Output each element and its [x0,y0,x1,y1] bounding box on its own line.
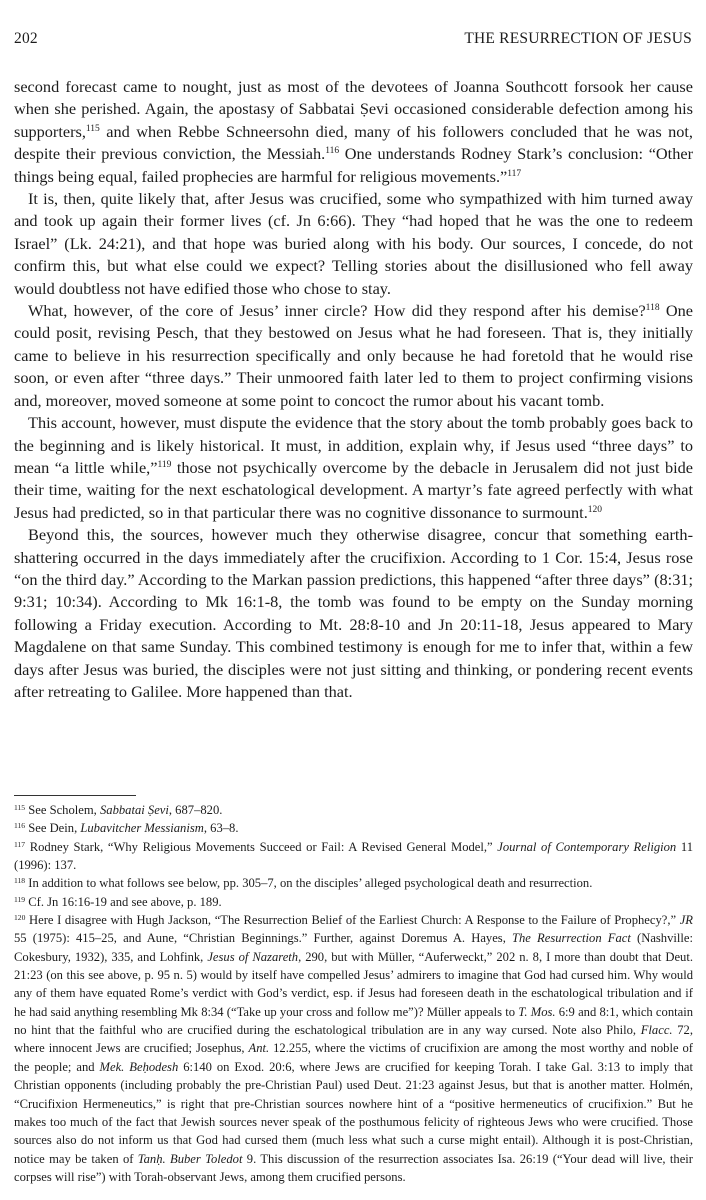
paragraph-2: It is, then, quite likely that, after Jesus was crucified, some who sympathized with him turned away and took up again their former lives (cf. Jn 6:66). They “had hoped that he was the one to redeem Israel” (Lk. 24:21), and that hope was buried along with his body. Our sources, I concede, do not confirm this, but what else could we expect? Telling stories about the disillusioned who fell away would doubtless not have edified those who chose to stay. [14,189,693,298]
footnote-117 [14,838,693,875]
footnote-115 [14,801,693,819]
footnote-118 [14,874,693,892]
text-run: 11 (1996): 137. [14,839,693,873]
footnotes [14,801,693,1186]
paragraph-3 [14,300,693,412]
italic-title: Flacc. [640,1023,673,1038]
italic-title: Lubavitcher Messianism [80,821,204,836]
italic-title: Ant. [248,1041,270,1056]
footnote-ref-120[interactable]: 120 [587,504,603,515]
running-head: THE RESURRECTION OF JESUS [464,30,692,47]
footnote-number: 116 [14,821,26,831]
text-run: One could posit, revising Pesch, that they bestowed on Jesus what he had foreseen. That is, they initially came to believe in his resurrection specifically and only because he had foretold that he would rise soon, or even after “three days.” Their unmoored faith later led to them to project confirming visions and, moreover, moved someone at some point to concoct the rumor about his vacant tomb. [14,301,693,410]
text-run: In addition to what follows see below, pp. 305–7, on the disciples’ alleged psychological death and resurrection. [25,876,593,891]
footnote-ref-119[interactable]: 119 [157,459,172,470]
text-run: those not psychically overcome by the debacle in Jerusalem did not just bide their time, waiting for the next eschatological development. A martyr’s fate agreed perfectly with what Jesus had predicted, so in that particular there was no cognitive dissonance to surmount. [14,457,694,522]
italic-title: T. Mos. [518,1004,556,1019]
footnote-divider [14,795,136,796]
footnote-ref-116[interactable]: 116 [325,146,340,157]
text-run: 6:140 on Exod. 20:6, where Jews are crucified for keeping Torah. I take Gal. 3:13 to imply that Christian opponents (including probably the pre-Christian Paul) used Deut. 21:23 against Jesus, but that is another matter. Holmén, “Crucifixion Hermeneutics,” is right that pre-Christian sources nowhere hint of a “positive hermeneutics of crucifixion.” But he makes too much of the fact that Jewish sources never speak of the posthumous felicity of righteous Jews who were crucified. Those sources also do not inform us that God had cursed them (much less what such a curse might entail). Although it is post-Christian, notice may be taken of [14,1059,694,1166]
italic-title: JR [679,913,693,928]
italic-title: Journal of Contemporary Religion [497,839,677,854]
footnote-number: 120 [14,913,26,923]
footnote-ref-115[interactable]: 115 [85,123,100,134]
footnote-number: 115 [14,803,26,812]
footnote-116 [14,819,693,837]
footnote-number: 117 [14,839,26,849]
text-run: This account, however, must dispute the evidence that the story about the tomb probably goes back to the beginning and is likely historical. It must, in addition, explain why, if Jesus used “three days” to mean “a little while,” [14,413,693,477]
footnote-120 [14,911,693,1186]
italic-title: Tanḥ. Buber Toledot [137,1151,243,1166]
paragraph-1 [14,76,693,188]
italic-title: The Resurrection Fact [512,931,631,946]
text-run: (Nashville: Cokesbury, 1932), 335, and Lohfink, [14,931,693,964]
text-run: Here I disagree with Hugh Jackson, “The Resurrection Belief of the Earliest Church: A Response to the Failure of Prophecy?,” [25,913,680,928]
page-number: 202 [14,30,38,47]
text-run: What, however, of the core of Jesus’ inner circle? How did they respond after his demise? [28,301,646,321]
italic-title: Sabbatai Ṣevi [99,803,169,817]
text-run: Cf. Jn 16:16-19 and see above, p. 189. [25,894,222,909]
footnote-ref-118[interactable]: 118 [645,303,660,314]
page-header [14,30,692,50]
text-run: One understands Rodney Stark’s conclusion: “Other things being equal, failed prophecies are harmful for religious movements.” [14,144,693,186]
text-run: and when Rebbe Schneersohn died, many of his followers concluded that he was not, despite their previous conviction, the Messiah. [14,121,693,164]
footnote-number: 118 [14,876,26,886]
text-run: 9. This discussion of the resurrection associates Isa. 26:19 (“Your dead will live, their corpses will rise”) with Torah-observant Jews, among them crucified persons. [14,1151,693,1184]
text-run: See Scholem, [25,803,100,817]
footnote-ref-117[interactable]: 117 [507,168,522,179]
text-run: 12.255, where the victims of crucifixion are among the most worthy and noble of the people; and [14,1041,693,1074]
italic-title: Jesus of Nazareth [207,949,299,964]
text-run: second forecast came to nought, just as most of the devotees of Joanna Southcott forsook her cause when she perished. Again, the apostasy of Sabbatai Ṣevi occasioned considerable defection among his supporters, [14,77,693,141]
footnote-119 [14,893,693,911]
text-run: 55 (1975): 415–25, and Aune, “Christian Beginnings.” Further, against Doremus A. Hayes, [14,931,512,946]
main-text [14,76,693,703]
italic-title: Mek. Beḥodesh [99,1059,179,1074]
paragraph-5: Beyond this, the sources, however much they otherwise disagree, concur that something earth-shattering occurred in the days immediately after the crucifixion. According to 1 Cor. 15:4, Jesus rose “on the third day.” According to the Markan passion predictions, this happened “after three days” (8:31; 9:31; 10:34). According to Mk 16:1-8, the tomb was found to be empty on the Sunday morning following a Friday execution. According to Mt. 28:8-10 and Jn 20:11-18, Jesus appeared to Mary Magdalene on that same Sunday. This combined testimony is enough for me to infer that, within a few days after Jesus was buried, the disciples were not just sitting and thinking, or pondering recent events after retreating to Galilee. More happened than that. [14,525,693,701]
text-run: Rodney Stark, “Why Religious Movements Succeed or Fail: A Revised General Model,” [25,839,498,854]
text-run: , 290, but with Müller, “Auferweckt,” 202 n. 8, I more than doubt that Deut. 21:23 (on this see above, p. 95 n. 5) would by itself have compelled Jesus’ admirers to imagine that God had cursed him. Why would any of them have equated Rome’s verdict with God’s verdict, esp. if Jesus had foreseen death in the eschatological tribulation and if he had said anything resembling Mk 8:34 (“Take up your cross and follow me”)? Müller appeals to [14,949,693,1019]
text-run: See Dein, [25,821,81,836]
text-run: , 63–8. [203,821,239,836]
text-run: 6:9 and 8:1, which contain no hint that the faithful who are crucified during the eschatological tribulation are in any way cursed. Note also Philo, [14,1004,693,1038]
text-run: 72, where innocent Jews are crucified; Josephus, [14,1023,693,1056]
footnote-number: 119 [14,894,26,904]
text-run: , 687–820. [168,803,223,817]
paragraph-4 [14,412,693,524]
